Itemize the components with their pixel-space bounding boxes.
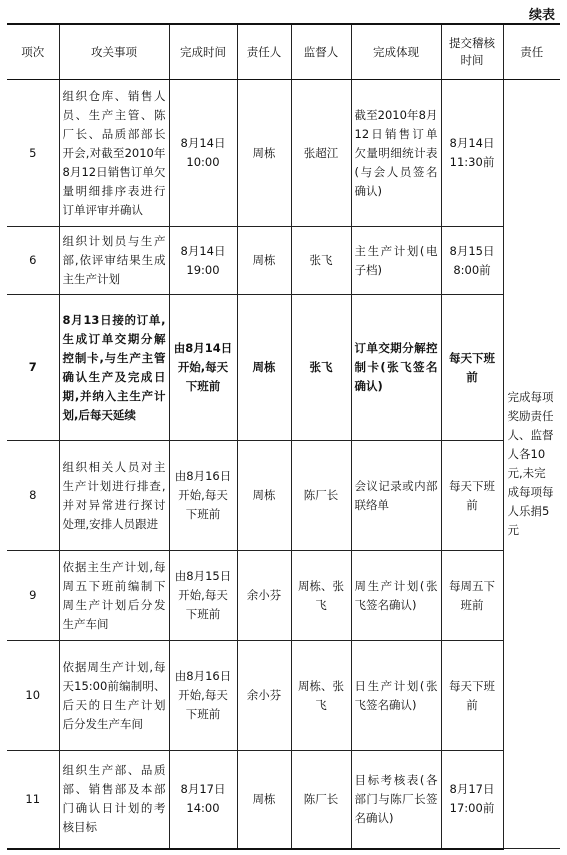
row-no: 6: [7, 227, 59, 295]
row-supervisor: 张飞: [291, 227, 351, 295]
row-time: 由8月15日开始,每天下班前: [169, 551, 237, 641]
row-audit: 每天下班前: [441, 295, 503, 441]
header-responsibility: 责任: [503, 24, 560, 80]
row-time: 由8月16日开始,每天下班前: [169, 641, 237, 751]
row-owner: 周栋: [237, 227, 291, 295]
row-no: 10: [7, 641, 59, 751]
table-row: [7, 295, 560, 441]
row-item: 组织仓库、销售人员、生产主管、陈厂长、品质部部长开会,对截至2010年8月12日销售订单欠量明细排序表进行订单评审并确认: [59, 80, 169, 227]
row-result: 截至2010年8月12日销售订单欠量明细统计表(与会人员签名确认): [351, 80, 441, 227]
row-time: 由8月16日开始,每天下班前: [169, 441, 237, 551]
row-result: 周生产计划(张飞签名确认): [351, 551, 441, 641]
row-time: 8月17日 14:00: [169, 751, 237, 849]
table-row: [7, 751, 560, 849]
header-time: 完成时间: [169, 24, 237, 80]
row-owner: 余小芬: [237, 551, 291, 641]
row-audit: 每天下班前: [441, 641, 503, 751]
table-row: [7, 441, 560, 551]
row-owner: 周栋: [237, 295, 291, 441]
row-supervisor: 周栋、张飞: [291, 551, 351, 641]
header-result: 完成体现: [351, 24, 441, 80]
table-row: [7, 551, 560, 641]
row-time: 8月14日 10:00: [169, 80, 237, 227]
row-audit: 每天下班前: [441, 441, 503, 551]
plan-table: [7, 23, 560, 850]
row-result: 目标考核表(各部门与陈厂长签名确认): [351, 751, 441, 849]
row-item: 依据主生产计划,每周五下班前编制下周生产计划后分发生产车间: [59, 551, 169, 641]
row-audit: 8月14日 11:30前: [441, 80, 503, 227]
row-owner: 周栋: [237, 441, 291, 551]
header-supervisor: 监督人: [291, 24, 351, 80]
row-supervisor: 陈厂长: [291, 441, 351, 551]
row-audit: 8月17日 17:00前: [441, 751, 503, 849]
header-audit-time: 提交稽核时间: [441, 24, 503, 80]
row-supervisor: 张飞: [291, 295, 351, 441]
row-item: 组织生产部、品质部、销售部及本部门确认日计划的考核目标: [59, 751, 169, 849]
row-result: 订单交期分解控制卡(张飞签名确认): [351, 295, 441, 441]
row-item: 组织相关人员对主生产计划进行排查,并对异常进行探讨处理,安排人员跟进: [59, 441, 169, 551]
row-supervisor: 张超江: [291, 80, 351, 227]
table-row: [7, 80, 560, 227]
row-owner: 周栋: [237, 751, 291, 849]
row-supervisor: 陈厂长: [291, 751, 351, 849]
row-time: 由8月14日开始,每天下班前: [169, 295, 237, 441]
row-no: 5: [7, 80, 59, 227]
row-no: 9: [7, 551, 59, 641]
continued-label: 续表: [528, 8, 555, 23]
row-owner: 余小芬: [237, 641, 291, 751]
row-time: 8月14日 19:00: [169, 227, 237, 295]
row-item: 8月13日接的订单,生成订单交期分解控制卡,与生产主管确认生产及完成日期,并纳入主生产计划,后每天延续: [59, 295, 169, 441]
row-owner: 周栋: [237, 80, 291, 227]
row-no: 7: [7, 295, 59, 441]
row-item: 依据周生产计划,每天15:00前编制明、后天的日生产计划后分发生产车间: [59, 641, 169, 751]
table-row: [7, 641, 560, 751]
header-item: 攻关事项: [59, 24, 169, 80]
row-result: 会议记录或内部联络单: [351, 441, 441, 551]
responsibility-cell: 完成每项奖励责任人、监督人各10元,未完成每项每人乐捐5元: [503, 80, 560, 849]
row-audit: 8月15日 8:00前: [441, 227, 503, 295]
row-no: 11: [7, 751, 59, 849]
table-row: [7, 227, 560, 295]
header-no: 项次: [7, 24, 59, 80]
row-supervisor: 周栋、张飞: [291, 641, 351, 751]
row-no: 8: [7, 441, 59, 551]
header-owner: 责任人: [237, 24, 291, 80]
header-row: [7, 24, 560, 80]
row-audit: 每周五下班前: [441, 551, 503, 641]
row-item: 组织计划员与生产部,依评审结果生成主生产计划: [59, 227, 169, 295]
row-result: 主生产计划(电子档): [351, 227, 441, 295]
row-result: 日生产计划(张飞签名确认): [351, 641, 441, 751]
